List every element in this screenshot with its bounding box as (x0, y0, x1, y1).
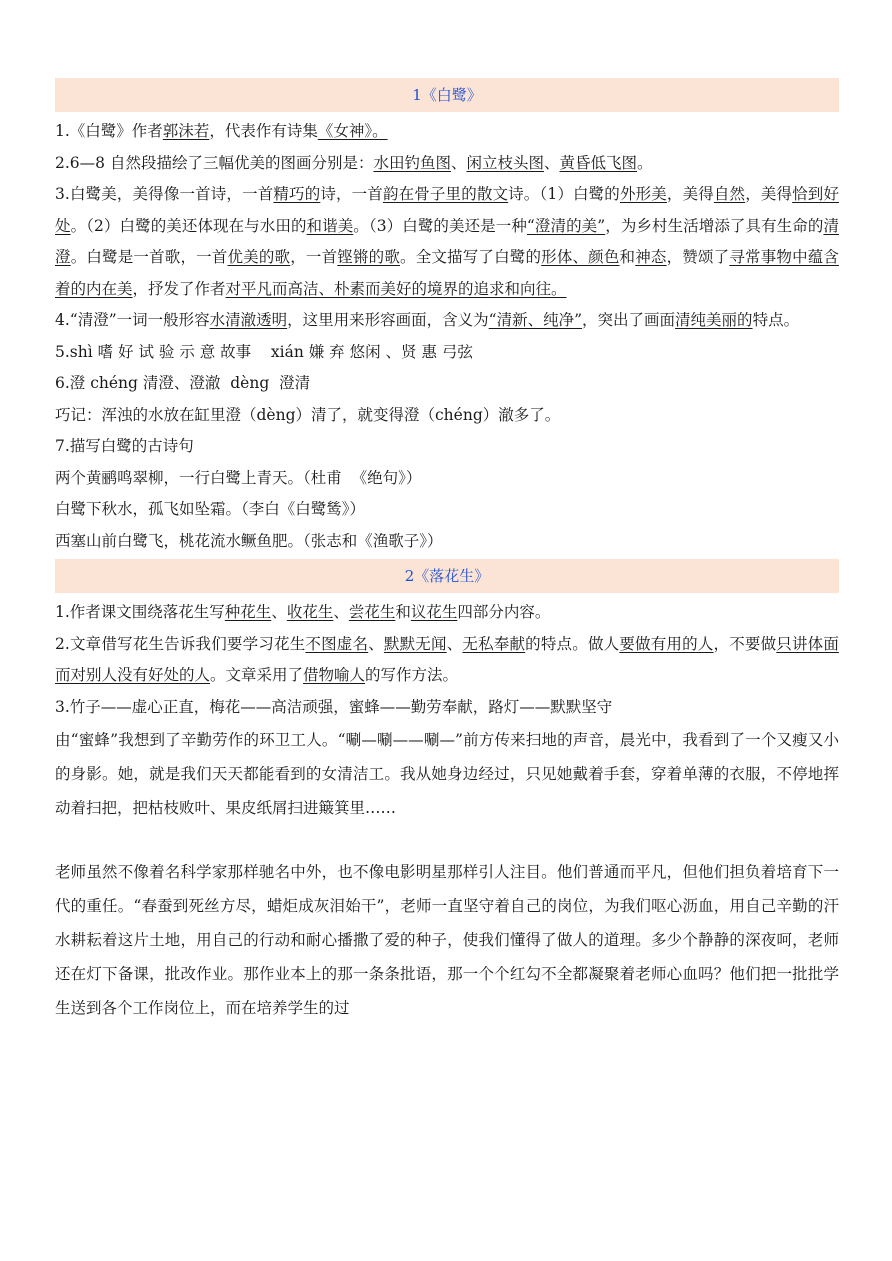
poem-line-1: 两个黄鹂鸣翠柳，一行白鹭上青天。（杜甫 《绝句》） (55, 468, 422, 487)
bailu-item-5: 5.shì 嗜 好 试 验 示 意 故事 xián 嫌 弃 悠闲 、贤 惠 弓弦 (55, 342, 473, 361)
section-title-luohuasheng: 2《落花生》 (55, 559, 839, 593)
poem-line-2: 白鹭下秋水，孤飞如坠霜。（李白《白鹭鸶》） (55, 500, 366, 518)
poem-line-3: 西塞山前白鹭飞，桃花流水鳜鱼肥。（张志和《渔歌子》） (55, 531, 443, 550)
essay-paragraph-teacher: 老师虽然不像着名科学家那样驰名中外，也不像电影明星那样引人注目。他们普通而平凡，但他们担负着培育下一代的重任。“春蚕到死丝方尽，蜡炬成灰泪始干”，老师一直坚守着自己的岗位，为我们呕心沥血，用自己辛勤的汗水耕耘着这片土地，用自己的行动和耐心播撒了爱的种子，使我们懂得了做人的道理。多少个静静的深夜呵，老师还在灯下备课，批改作业。那作业本上的那一条条批语，那一个个红勾不全都凝聚着老师心血吗？他们把一批批学生送到各个工作岗位上，而在培养学生的过 (55, 863, 839, 1017)
luohuasheng-item-3: 3.竹子——虚心正直，梅花——高洁顽强，蜜蜂——勤劳奉献，路灯——默默坚守 (55, 697, 613, 716)
luohuasheng-item-2: 2.文章借写花生告诉我们要学习花生不图虚名、默默无闻、无私奉献的特点。做人要做有用的人，不要做只讲体面而对别人没有好处的人。文章采用了借物喻人的写作方法。 (55, 634, 839, 684)
bailu-memory-tip: 巧记：浑浊的水放在缸里澄（dèng）清了，就变得澄（chéng）澈多了。 (55, 405, 561, 424)
document-page (55, 78, 839, 1025)
bailu-item-2: 2.6—8 自然段描绘了三幅优美的图画分别是：水田钓鱼图、闲立枝头图、黄昏低飞图。 (55, 153, 653, 172)
luohuasheng-item-1: 1.作者课文围绕落花生写种花生、收花生、尝花生和议花生四部分内容。 (55, 603, 551, 621)
bailu-item-1: 1.《白鹭》作者郭沫若，代表作有诗集《女神》。 (55, 122, 388, 140)
essay-paragraph-sanitation-worker: 由“蜜蜂”我想到了辛勤劳作的环卫工人。“唰—唰——唰—”前方传来扫地的声音，晨光中，我看到了一个又瘦又小的身影。她，就是我们天天都能看到的女清洁工。我从她身边经过，只见她戴着手套，穿着单薄的衣服，不停地挥动着扫把，把枯枝败叶、果皮纸屑扫进簸箕里…… (55, 731, 839, 817)
section-title-bailu: 1《白鹭》 (55, 78, 839, 112)
bailu-item-6: 6.澄 chéng 清澄、澄澈 dèng 澄清 (55, 374, 311, 392)
paragraph-spacer (55, 825, 839, 855)
bailu-item-7: 7.描写白鹭的古诗句 (55, 437, 194, 455)
bailu-item-3: 3.白鹭美，美得像一首诗，一首精巧的诗，一首韵在骨子里的散文诗。（1）白鹭的外形美，美得自然，美得恰到好处。（2）白鹭的美还体现在与水田的和谐美。（3）白鹭的美还是一种“澄清的美”，为乡村生活增添了具有生命的清澄。白鹭是一首歌，一首优美的歌，一首铿锵的歌。全文描写了白鹭的形体、颜色和神态，赞颂了寻常事物中蕴含着的内在美，抒发了作者对平凡而高洁、朴素而美好的境界的追求和向往。 (55, 185, 839, 298)
bailu-item-4: 4.“清澄”一词一般形容水清澈透明，这里用来形容画面，含义为“清新、纯净”，突出了画面清纯美丽的特点。 (55, 311, 800, 329)
